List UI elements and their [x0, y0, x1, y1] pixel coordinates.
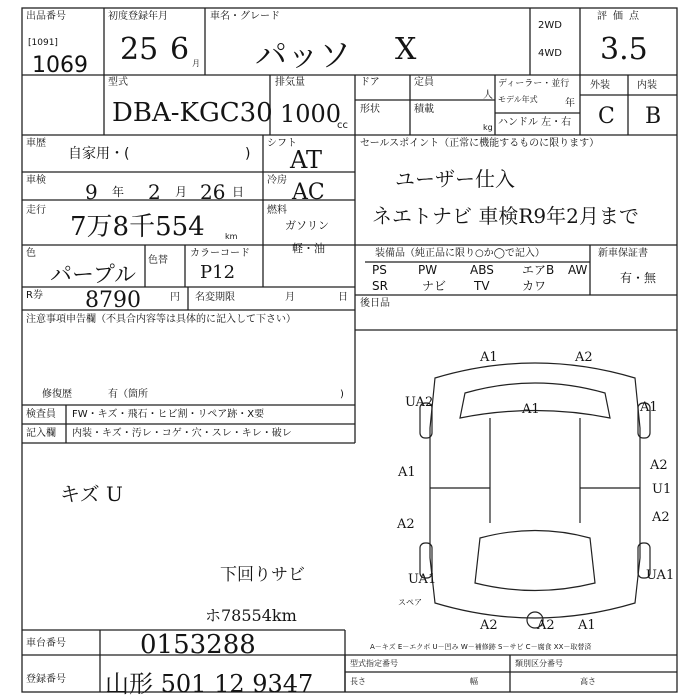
recycle-value: 8790	[85, 288, 141, 313]
damage-mark-right-fender: A1	[640, 400, 658, 415]
person-unit: 人	[483, 90, 493, 101]
kg-unit: kg	[483, 123, 493, 132]
damage-mark-front-right: A2	[575, 350, 593, 365]
equipment-label: 装備品（純正品に限り○か◯で記入）	[375, 248, 545, 259]
sales-points-label: セールスポイント（正常に機能するものに限ります）	[360, 138, 600, 149]
recycle-unit: 円	[170, 292, 180, 303]
score-value: 3.5	[600, 32, 648, 67]
width-label: 幅	[470, 677, 478, 686]
exterior-label: 外装	[590, 80, 610, 91]
type-num-label: 型式指定番号	[350, 659, 398, 668]
back-seat-label: 後日品	[360, 298, 390, 309]
damage-mark-right-quarter: A2	[652, 510, 670, 525]
cc-unit: cc	[337, 120, 348, 131]
damage-legend: A－キズ E－エクボ U－凹み W－補修跡 S－サビ C－腐食 XX－取替済	[370, 643, 592, 651]
dealer-label: ディーラー・並行	[498, 79, 570, 89]
damage-mark-rear-center: A2	[537, 618, 555, 633]
car-damage-diagram	[395, 348, 675, 638]
month-unit: 月	[192, 59, 200, 68]
inspection-year: 9	[85, 180, 98, 204]
name-change-day-unit: 日	[338, 292, 348, 303]
score-label: 評価点	[597, 11, 645, 22]
inspection-month-unit: 月	[175, 185, 188, 199]
sales-point-line1: ユーザー仕入	[395, 167, 515, 191]
damage-mark-right-rear: UA1	[646, 568, 675, 583]
model-label: 型式	[108, 77, 128, 88]
year-unit: 年	[565, 98, 575, 109]
mileage-label: 走行	[26, 205, 46, 216]
aircon-label: 冷房	[267, 175, 287, 186]
chassis-value: 0153288	[140, 630, 256, 660]
warranty-label: 新車保証書	[598, 248, 648, 259]
mileage-unit: km	[225, 232, 238, 241]
chassis-label: 車台番号	[26, 638, 66, 649]
drive-2wd: 2WD	[538, 20, 562, 31]
damage-mark-rear-right: A1	[578, 618, 596, 633]
interior-grade: B	[645, 104, 662, 129]
interior-label: 内装	[637, 80, 657, 91]
first-reg-year: 25	[120, 32, 159, 67]
inspection-label: 車検	[26, 175, 46, 186]
damage-mark-right-door-front: A2	[650, 458, 668, 473]
registration-label: 登録番号	[26, 674, 66, 685]
damage-mark-left-fender: UA2	[405, 395, 434, 410]
category-num-label: 類別区分番号	[515, 659, 563, 668]
inspection-year-unit: 年	[112, 185, 125, 199]
damage-mark-rear-left: A2	[480, 618, 498, 633]
first-reg-label: 初度登録年月	[108, 11, 168, 22]
inspector-label-1: 検査員	[26, 409, 56, 420]
car-grade: X	[395, 32, 417, 67]
remark-line1: キズ U	[60, 482, 123, 506]
spare-label: スペア	[398, 598, 422, 607]
repair-close: )	[340, 389, 344, 400]
damage-mark-front-left: A1	[480, 350, 498, 365]
history-value: 自家用・(	[68, 146, 130, 162]
warranty-value: 有・無	[620, 271, 657, 285]
color-code-value: P12	[200, 262, 236, 283]
remark-line3: ホ78554km	[205, 606, 297, 625]
name-change-month-unit: 月	[285, 292, 295, 303]
fuel-label: 燃料	[267, 205, 287, 216]
name-change-label: 名変期限	[195, 292, 235, 303]
door-label: ドア	[360, 77, 380, 88]
shift-label: シフト	[267, 138, 297, 149]
history-label: 車歴	[26, 138, 46, 149]
fuel-diesel: 軽・油	[292, 242, 325, 255]
lot-code: [1091]	[28, 38, 58, 48]
color-code-label: カラーコード	[190, 248, 250, 259]
history-close: )	[245, 146, 251, 162]
sales-point-line2: ネエトナビ 車検R9年2月まで	[372, 204, 639, 228]
lot-label: 出品番号	[26, 11, 66, 22]
length-label: 長さ	[350, 677, 366, 686]
first-reg-month: 6	[170, 32, 190, 67]
recycle-label: R券	[26, 290, 43, 301]
car-name: パッソ	[255, 36, 352, 74]
drive-4wd: 4WD	[538, 48, 562, 59]
color-change-label: 色替	[148, 255, 168, 266]
inspection-month: 2	[148, 180, 161, 204]
height-label: 高さ	[580, 677, 596, 686]
lot-number: 1069	[32, 53, 88, 78]
registration-value: 山形 501 12 9347	[105, 670, 314, 698]
repair-label: 修復歴	[42, 389, 72, 400]
displacement-value: 1000	[280, 100, 342, 128]
damage-mark-left-door: A1	[398, 465, 416, 480]
damage-mark-right-door-rear: U1	[652, 482, 672, 497]
fuel-gasoline: ガソリン	[285, 219, 329, 232]
damage-mark-hood: A1	[522, 402, 540, 417]
aircon-value: AC	[292, 180, 325, 205]
shift-value: AT	[290, 146, 323, 174]
load-label: 積載	[414, 104, 434, 115]
notes-label: 注意事項申告欄（不具合内容等は具体的に記入して下さい）	[26, 314, 296, 325]
inspection-day: 26	[200, 180, 226, 204]
handle-label: ハンドル 左・右	[498, 117, 572, 128]
mileage-value: 7万8千554	[70, 212, 205, 242]
inspection-day-unit: 日	[232, 185, 245, 199]
exterior-grade: C	[598, 104, 615, 129]
color-label: 色	[26, 248, 36, 259]
inspector-row2: 内装・キズ・汚レ・コゲ・穴・スレ・キレ・破レ	[72, 428, 292, 439]
car-name-label: 車名・グレード	[210, 11, 280, 22]
remark-line2: 下回りサビ	[220, 565, 305, 585]
displacement-label: 排気量	[275, 77, 305, 88]
inspector-row1: FW・キズ・飛石・ヒビ割・リペア跡・X要	[72, 409, 265, 420]
capacity-label: 定員	[414, 77, 434, 88]
model-year-label: モデル年式	[498, 95, 538, 104]
inspector-label-2: 記入欄	[26, 428, 56, 439]
model-value: DBA-KGC30	[112, 98, 273, 128]
damage-mark-left-rear: UA1	[408, 572, 437, 587]
shape-label: 形状	[360, 104, 380, 115]
color-value: パープル	[50, 263, 137, 288]
damage-mark-left-quarter: A2	[397, 517, 415, 532]
repair-value: 有（箇所	[108, 389, 148, 400]
